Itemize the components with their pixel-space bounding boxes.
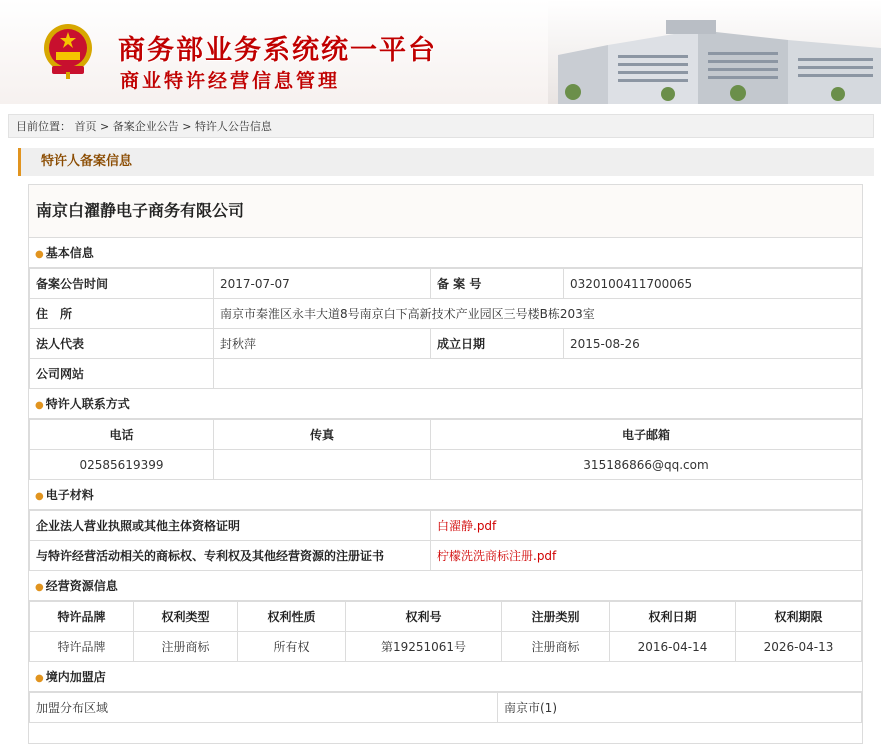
breadcrumb-filing-link[interactable]: 备案企业公告: [112, 120, 179, 133]
basic-info-header: [29, 238, 862, 268]
materials-header: [29, 480, 862, 510]
bullet-icon: ●: [35, 400, 44, 411]
resource-header: 注册类别: [502, 602, 610, 632]
filing-info-panel: [28, 184, 863, 744]
address-label: 住 所: [30, 299, 214, 329]
company-name: 南京白濯静电子商务有限公司: [29, 185, 862, 238]
region-label: 加盟分布区域: [30, 693, 498, 723]
resource-cell: 特许品牌: [30, 632, 134, 662]
resource-header: 权利类型: [134, 602, 238, 632]
material-label: 企业法人营业执照或其他主体资格证明: [30, 511, 431, 541]
business-license-file-link[interactable]: 白濯静.pdf: [437, 519, 497, 533]
bullet-icon: ●: [35, 582, 44, 593]
resources-title: 经营资源信息: [45, 579, 118, 593]
resource-header: 权利期限: [736, 602, 862, 632]
founded-label: 成立日期: [431, 329, 564, 359]
resource-header: 特许品牌: [30, 602, 134, 632]
table-row: [30, 269, 862, 299]
resource-cell: 注册商标: [502, 632, 610, 662]
website-label: 公司网站: [30, 359, 214, 389]
table-row: [30, 359, 862, 389]
fax-header: 传真: [214, 420, 431, 450]
site-subtitle: 商业特许经营信息管理: [120, 70, 341, 92]
legal-rep-label: 法人代表: [30, 329, 214, 359]
fax-value: [214, 450, 431, 480]
table-row: [30, 329, 862, 359]
site-title: 商务部业务系统统一平台: [118, 35, 437, 66]
table-row: [30, 602, 862, 632]
record-date-label: 备案公告时间: [30, 269, 214, 299]
table-row: [30, 511, 862, 541]
phone-value: 02585619399: [30, 450, 214, 480]
email-header: 电子邮箱: [431, 420, 862, 450]
breadcrumb-current: 特许人公告信息: [194, 120, 272, 133]
resource-cell: 第19251061号: [346, 632, 502, 662]
bullet-icon: ●: [35, 673, 44, 684]
table-row: [30, 541, 862, 571]
resource-header: 权利号: [346, 602, 502, 632]
breadcrumb-separator: >: [182, 120, 195, 133]
breadcrumb-home-link[interactable]: 首页: [74, 120, 97, 133]
breadcrumb-separator: >: [100, 120, 113, 133]
resource-cell: 所有权: [238, 632, 346, 662]
email-value: 315186866@qq.com: [431, 450, 862, 480]
franchise-table: [29, 692, 862, 723]
address-value: 南京市秦淮区永丰大道8号南京白下高新技术产业园区三号楼B栋203室: [214, 299, 862, 329]
materials-title: 电子材料: [45, 488, 94, 502]
record-no-value: 0320100411700065: [564, 269, 862, 299]
contact-header: [29, 389, 862, 419]
phone-header: 电话: [30, 420, 214, 450]
website-value: [214, 359, 862, 389]
table-row: [30, 420, 862, 450]
resources-header: [29, 571, 862, 601]
legal-rep-value: 封秋萍: [214, 329, 431, 359]
franchise-header: [29, 662, 862, 692]
bullet-icon: ●: [35, 491, 44, 502]
table-row: [30, 299, 862, 329]
resources-table: [29, 601, 862, 662]
founded-value: 2015-08-26: [564, 329, 862, 359]
contact-title: 特许人联系方式: [45, 397, 130, 411]
record-date-value: 2017-07-07: [214, 269, 431, 299]
table-row: [30, 450, 862, 480]
site-header: [0, 0, 881, 104]
materials-table: [29, 510, 862, 571]
franchise-title: 境内加盟店: [45, 670, 106, 684]
section-title: 特许人备案信息: [18, 148, 874, 176]
resource-cell: 2026-04-13: [736, 632, 862, 662]
material-label: 与特许经营活动相关的商标权、专利权及其他经营资源的注册证书: [30, 541, 431, 571]
trademark-certificate-file-link[interactable]: 柠檬洗洗商标注册.pdf: [437, 549, 557, 563]
resource-cell: 2016-04-14: [610, 632, 736, 662]
record-no-label: 备 案 号: [431, 269, 564, 299]
national-emblem-icon: [40, 22, 96, 80]
region-value: 南京市(1): [498, 693, 862, 723]
resource-header: 权利性质: [238, 602, 346, 632]
table-row: [30, 632, 862, 662]
building-image: [548, 0, 881, 104]
breadcrumb: [8, 114, 874, 138]
contact-table: [29, 419, 862, 480]
resource-cell: 注册商标: [134, 632, 238, 662]
bullet-icon: ●: [35, 249, 44, 260]
resource-header: 权利日期: [610, 602, 736, 632]
basic-info-title: 基本信息: [45, 246, 94, 260]
breadcrumb-prefix: 目前位置：: [16, 120, 71, 133]
basic-info-table: [29, 268, 862, 389]
table-row: [30, 693, 862, 723]
